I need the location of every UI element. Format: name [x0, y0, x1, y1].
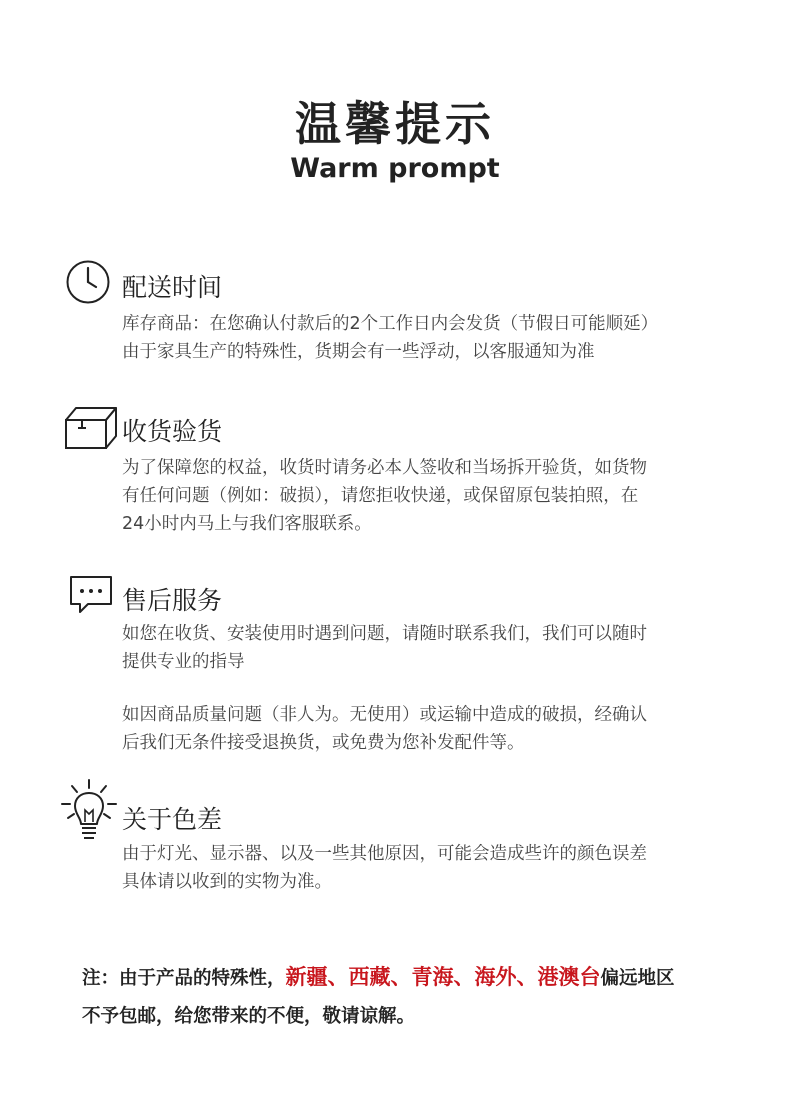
- note-line-1: [82, 958, 742, 998]
- body-line: 由于家具生产的特殊性，货期会有一些浮动，以客服通知为准: [122, 342, 595, 362]
- shipping-note: [82, 958, 742, 1036]
- section-delivery: [60, 256, 740, 366]
- section-color-difference: [60, 778, 740, 898]
- section-body: [122, 620, 732, 757]
- chat-bubble-icon: [68, 574, 114, 616]
- page-subtitle: Warm prompt: [290, 153, 500, 184]
- section-body: [122, 840, 732, 896]
- section-after-sales: [60, 566, 740, 756]
- body-line: 如因商品质量问题（非人为。无使用）或运输中造成的破损，经确认: [122, 705, 647, 725]
- body-line: 库存商品：在您确认付款后的2个工作日内会发货（节假日可能顺延）: [122, 314, 659, 334]
- note-regions: 新疆、西藏、青海、海外、港澳台: [285, 965, 601, 989]
- section-title: 关于色差: [122, 805, 223, 834]
- body-line: 为了保障您的权益，收货时请务必本人签收和当场拆开验货，如货物: [122, 458, 647, 478]
- body-line: 具体请以收到的实物为准。: [122, 872, 332, 892]
- clock-icon: [65, 259, 111, 305]
- section-title: 收货验货: [122, 417, 223, 446]
- body-line: 如您在收货、安装使用时遇到问题，请随时联系我们，我们可以随时: [122, 624, 647, 644]
- section-body: [122, 454, 732, 538]
- body-line: 提供专业的指导: [122, 652, 245, 672]
- box-icon: [62, 404, 118, 450]
- section-body: [122, 310, 732, 366]
- body-line: 后我们无条件接受退换货，或免费为您补发配件等。: [122, 733, 525, 753]
- note-suffix: 偏远地区: [600, 968, 675, 989]
- body-line: 24小时内马上与我们客服联系。: [122, 514, 372, 534]
- note-prefix: 注：由于产品的特殊性，: [82, 968, 286, 989]
- note-line-2: 不予包邮，给您带来的不便，敬请谅解。: [82, 1006, 416, 1027]
- body-line: 有任何问题（例如：破损），请您拒收快递，或保留原包装拍照，在: [122, 486, 639, 506]
- section-title: 配送时间: [122, 273, 223, 302]
- section-receiving: [60, 400, 740, 540]
- section-title: 售后服务: [122, 586, 223, 615]
- page-title: 温馨提示: [295, 97, 495, 151]
- lightbulb-icon: [60, 778, 118, 846]
- body-line: 由于灯光、显示器、以及一些其他原因，可能会造成些许的颜色误差: [122, 844, 647, 864]
